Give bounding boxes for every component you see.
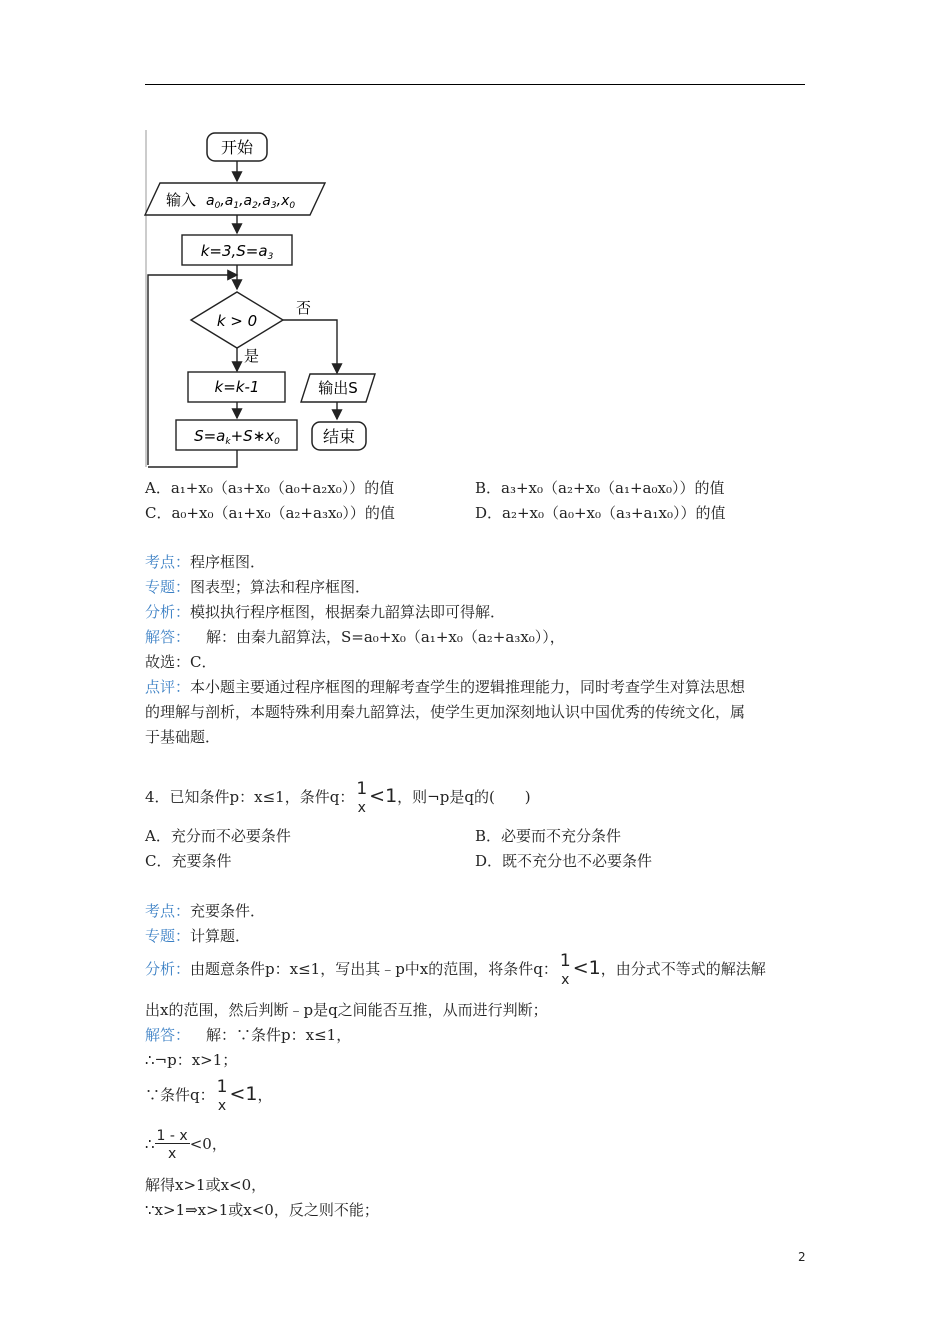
q3-zhuanti — [145, 576, 370, 597]
q4-fenxi-frac-den: x — [561, 972, 570, 988]
q3-dianping-2: 的理解与剖析，本题特殊利用秦九韶算法，使学生更加深刻地认识中国优秀的传统文化，属 — [145, 703, 746, 721]
q4-fenxi-1a: 由题意条件p：x≤1，写出其﹣p中x的范围，将条件q： — [190, 960, 558, 978]
jieda-text: 解：由秦九韶算法，S=a₀+x₀（a₁+x₀（a₂+a₃x₀））， — [206, 628, 565, 646]
q3-answer: 故选：C． — [145, 653, 217, 671]
q4-line-3 — [145, 1074, 272, 1115]
q4-stem-b: ，则¬p是q的( ) — [397, 788, 531, 806]
q4-option-b: B．必要而不充分条件 — [475, 827, 622, 845]
q3-jieda — [145, 626, 565, 647]
dianping-text-1: 本小题主要通过程序框图的理解考查学生的逻辑推理能力，同时考查学生对算法思想 — [190, 678, 746, 696]
q4-fenxi-label: 分析： — [145, 960, 191, 978]
q4-fenxi — [145, 948, 766, 989]
svg-text:a0,a1,a2,a3,x0: $a_0,a_1,a_2,a_3,x_0$ — [206, 193, 296, 211]
no-label: 否 — [296, 299, 312, 317]
q3-option-b: B．a₃+x₀（a₂+x₀（a₁+a₀x₀））的值 — [475, 479, 725, 497]
q3-option-d: D．a₂+x₀（a₀+x₀（a₃+a₁x₀））的值 — [475, 504, 726, 522]
q4-fenxi-fraction — [558, 953, 573, 987]
kaodian-label: 考点： — [145, 553, 191, 571]
q4-kaodian — [145, 900, 265, 921]
q4-line-2: ∴¬p：x>1； — [145, 1051, 238, 1069]
start-label: 开始 — [220, 138, 254, 157]
svg-text:S=ak+S∗x0: $S=a_k+S∗x_0$ — [194, 427, 280, 447]
zhuanti-label: 专题： — [145, 578, 191, 596]
q4-option-d: D．既不充分也不必要条件 — [475, 852, 653, 870]
jieda-label: 解答： — [145, 628, 191, 646]
q4-jieda-1: 解：∵条件p：x≤1， — [206, 1026, 352, 1044]
q4-stem-a: 4．已知条件p：x≤1，条件q： — [145, 788, 355, 806]
q4-zhuanti — [145, 925, 250, 946]
flowchart — [140, 125, 390, 470]
q4-kaodian-label: 考点： — [145, 902, 191, 920]
q4-zhuanti-label: 专题： — [145, 927, 191, 945]
zhuanti-text: 图表型；算法和程序框图． — [190, 578, 371, 596]
q4-option-c: C．充要条件 — [145, 852, 232, 870]
q3-option-c: C．a₀+x₀（a₁+x₀（a₂+a₃x₀））的值 — [145, 504, 395, 522]
q4-line-4-frac-num: 1 - x — [156, 1128, 188, 1144]
q4-frac-den: x — [357, 800, 366, 816]
q4-fenxi-frac-num: 1 — [559, 951, 571, 971]
q3-option-a: A．a₁+x₀（a₃+x₀（a₀+a₂x₀））的值 — [145, 479, 395, 497]
q3-fenxi — [145, 601, 505, 622]
q4-line-3-lt-one: <1 — [229, 1083, 258, 1105]
q4-fenxi-1b: ，由分式不等式的解法解 — [600, 960, 766, 978]
q4-stem — [145, 776, 531, 817]
yes-label: 是 — [244, 347, 260, 365]
q4-line-3a: ∵条件q： — [145, 1086, 215, 1104]
q4-line-3-frac-num: 1 — [216, 1077, 228, 1097]
q4-line-4a: ∴ — [145, 1135, 155, 1153]
header-rule — [145, 84, 805, 85]
fenxi-text: 模拟执行程序框图，根据秦九韶算法即可得解． — [190, 603, 506, 621]
q4-jieda-label: 解答： — [145, 1026, 191, 1044]
decrement-label: k=k-1 — [214, 378, 260, 396]
q4-zhuanti-text: 计算题． — [190, 927, 251, 945]
page-number: 2 — [798, 1250, 806, 1264]
svg-text:k=3,S=a3: $k=3,S=a_3$ — [200, 242, 274, 262]
q4-option-a: A．充分而不必要条件 — [145, 827, 291, 845]
q4-line-4b: <0， — [189, 1135, 227, 1153]
svg-text:k > 0: k > 0 — [216, 312, 258, 330]
q4-fraction — [354, 781, 369, 815]
q3-kaodian — [145, 551, 265, 572]
q4-line-3-frac-den: x — [217, 1098, 227, 1114]
q4-line-4-fraction — [155, 1129, 190, 1161]
q4-line-5: 解得x>1或x<0， — [145, 1176, 267, 1194]
q4-line-3-fraction — [215, 1079, 230, 1113]
q4-line-4-frac-den: x — [167, 1146, 177, 1162]
q4-lt-one: <1 — [369, 785, 398, 807]
q4-fenxi-lt-one: <1 — [572, 957, 601, 979]
q4-line-4 — [145, 1124, 227, 1164]
q4-fenxi-2: 出x的范围，然后判断﹣p是q之间能否互推，从而进行判断； — [145, 1001, 548, 1019]
fenxi-label: 分析： — [145, 603, 191, 621]
q4-jieda — [145, 1024, 351, 1045]
q3-dianping — [145, 676, 745, 697]
dianping-label: 点评： — [145, 678, 191, 696]
end-label: 结束 — [322, 427, 356, 446]
q4-frac-num: 1 — [356, 779, 368, 799]
output-label: 输出S — [318, 379, 358, 397]
q4-line-6: ∵x>1⇒x>1或x<0，反之则不能； — [145, 1201, 379, 1219]
input-label: 输入 — [166, 191, 197, 209]
q3-dianping-3: 于基础题． — [145, 728, 221, 746]
q4-kaodian-text: 充要条件． — [190, 902, 266, 920]
kaodian-text: 程序框图． — [190, 553, 266, 571]
q4-line-3b: ， — [257, 1086, 273, 1104]
